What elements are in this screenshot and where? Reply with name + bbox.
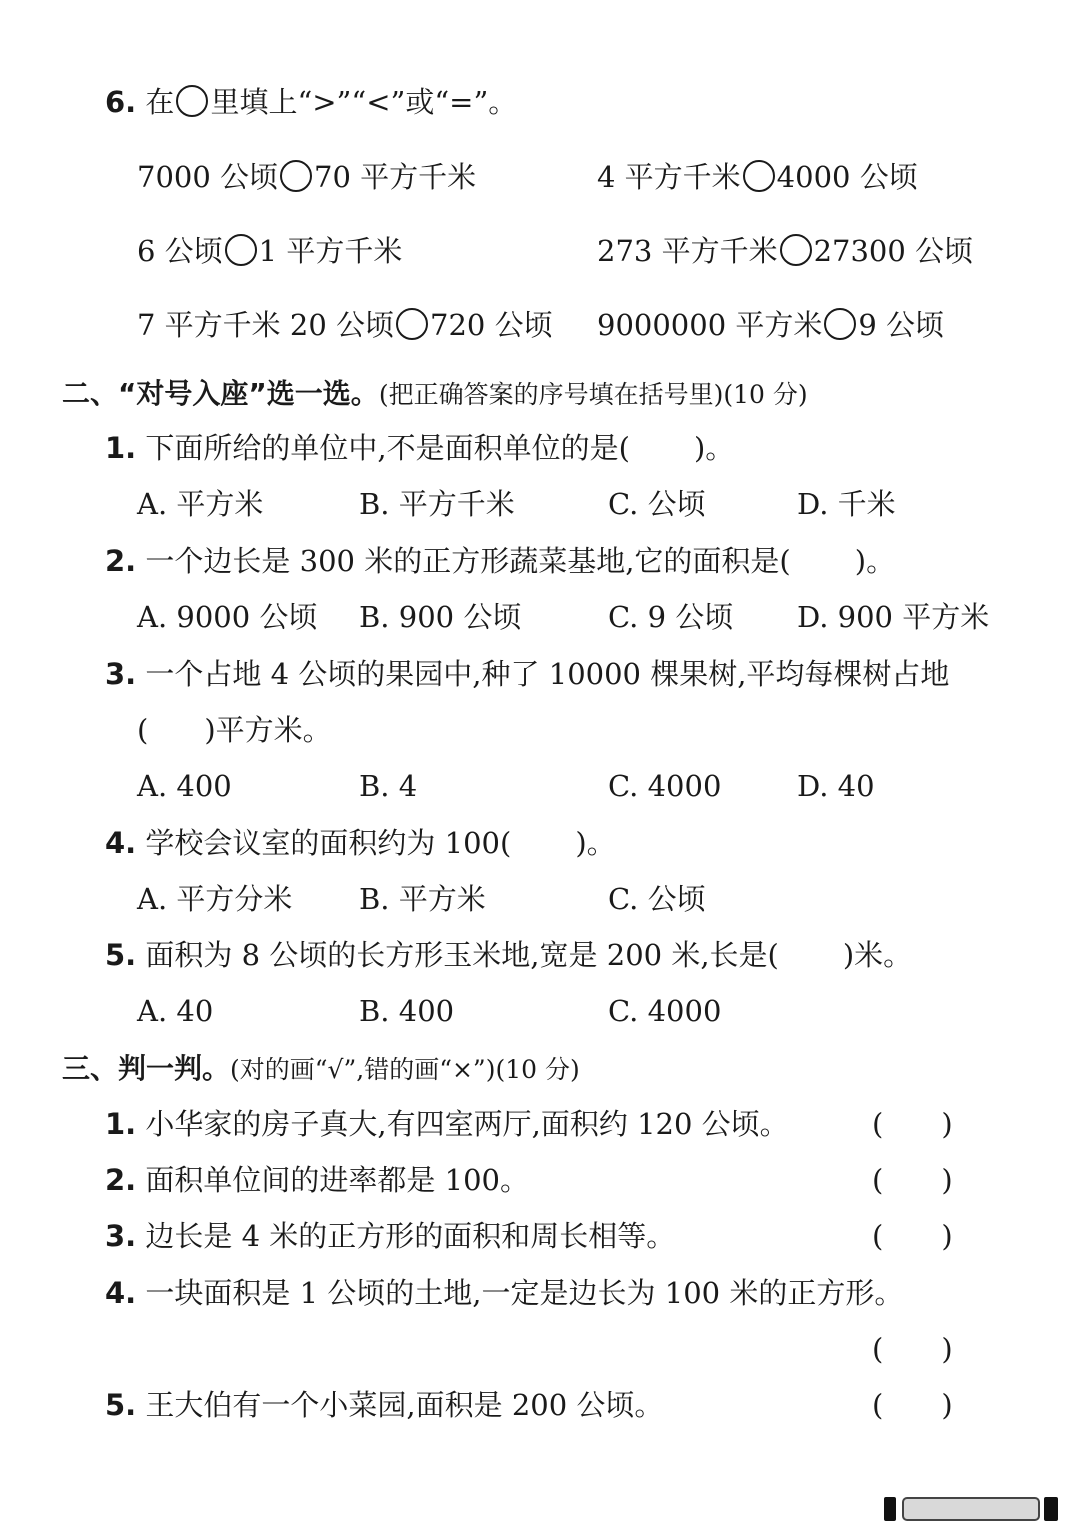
item-number: 3.: [105, 1219, 137, 1253]
option-b[interactable]: B. 900 公顷: [359, 600, 522, 634]
q6-row-2-right-a: 273 平方千米: [597, 234, 778, 268]
paren-open: (: [872, 1332, 884, 1366]
paren-open: (: [872, 1219, 884, 1253]
q6-row-1-right-a: 4 平方千米: [597, 160, 741, 194]
option-c[interactable]: C. 公顷: [608, 882, 706, 916]
question-text-post: )米。: [842, 938, 913, 972]
option-b[interactable]: B. 平方米: [359, 882, 486, 916]
q6-row-3-left-b: 720 公顷: [430, 308, 553, 342]
q6-row-2-right-b: 27300 公顷: [813, 234, 974, 268]
question-text-line1: 一个占地 4 公顷的果园中,种了 10000 棵果树,平均每棵树占地: [145, 657, 950, 691]
s3-item-2: [105, 1163, 529, 1197]
section-3-heading: [62, 1054, 580, 1083]
answer-circle-icon[interactable]: [225, 234, 257, 266]
s3-item-5: [105, 1388, 664, 1422]
answer-parentheses[interactable]: [872, 1107, 953, 1141]
viewer-toolbar: [884, 1497, 1059, 1521]
q6-row-1-left-a: 7000 公顷: [137, 160, 279, 194]
q6-row-2-left-a: 6 公顷: [137, 234, 223, 268]
option-d[interactable]: D. 40: [797, 769, 875, 803]
paren-close: ): [941, 1163, 953, 1197]
answer-circle-icon[interactable]: [280, 160, 312, 192]
paren-close: ): [941, 1219, 953, 1253]
question-text-pre: (: [137, 713, 149, 747]
item-text: 面积单位间的进率都是 100。: [145, 1163, 529, 1197]
paren-open: (: [872, 1388, 884, 1422]
paren-close: ): [941, 1332, 953, 1366]
question-text-pre: 下面所给的单位中,不是面积单位的是(: [145, 431, 630, 465]
q6-row-1-left: [137, 160, 477, 195]
s3-item-1: [105, 1107, 789, 1141]
q6-row-2-right: [597, 234, 974, 269]
option-a[interactable]: A. 9000 公顷: [137, 600, 318, 634]
question-number: 5.: [105, 938, 137, 972]
option-a[interactable]: A. 40: [137, 994, 214, 1028]
answer-circle-icon[interactable]: [824, 308, 856, 340]
paren-open: (: [872, 1163, 884, 1197]
s2-question-2: [105, 544, 896, 578]
question-text-post: )。: [854, 544, 896, 578]
s2-question-5: [105, 938, 913, 972]
q6-prompt: [105, 85, 518, 120]
q6-row-2-left-b: 1 平方千米: [258, 234, 403, 268]
s2-question-1: [105, 431, 735, 465]
q6-row-1-right-b: 4000 公顷: [776, 160, 918, 194]
section-2-note: (把正确答案的序号填在括号里)(10 分): [378, 380, 808, 409]
answer-parentheses[interactable]: [872, 1163, 953, 1197]
q6-row-3-left-a: 7 平方千米 20 公顷: [137, 308, 395, 342]
answer-parentheses[interactable]: [872, 1388, 953, 1422]
comparison-circle-icon: [176, 85, 208, 117]
question-text-post: )。: [693, 431, 735, 465]
option-a[interactable]: A. 400: [137, 769, 232, 803]
q6-prompt-post: 里填上“>”“<”或“=”。: [210, 85, 518, 119]
item-text: 一块面积是 1 公顷的土地,一定是边长为 100 米的正方形。: [145, 1276, 904, 1310]
q6-row-1-right: [597, 160, 918, 195]
q6-row-3-right-a: 9000000 平方米: [597, 308, 823, 342]
option-d[interactable]: D. 900 平方米: [797, 600, 990, 634]
answer-circle-icon[interactable]: [396, 308, 428, 340]
toolbar-bar-icon: [884, 1497, 896, 1521]
answer-parentheses[interactable]: [872, 1332, 953, 1366]
question-text-pre: 学校会议室的面积约为 100(: [145, 826, 512, 860]
option-b[interactable]: B. 平方千米: [359, 487, 515, 521]
section-3-title: 三、判一判。: [62, 1052, 231, 1085]
question-number: 1.: [105, 431, 137, 465]
item-number: 1.: [105, 1107, 137, 1141]
toolbar-handle-icon[interactable]: [1044, 1497, 1058, 1521]
q6-row-1-left-b: 70 平方千米: [314, 160, 477, 194]
section-3-note: (对的画“√”,错的画“×”)(10 分): [230, 1055, 580, 1084]
s2-question-3-line2: [137, 713, 332, 747]
q6-prompt-pre: 在: [145, 85, 175, 119]
toolbar-track-icon: [902, 1497, 1040, 1521]
item-number: 2.: [105, 1163, 137, 1197]
item-number: 4.: [105, 1276, 137, 1310]
option-c[interactable]: C. 4000: [608, 994, 722, 1028]
item-text: 小华家的房子真大,有四室两厅,面积约 120 公顷。: [145, 1107, 789, 1141]
section-2-heading: [62, 379, 808, 408]
option-c[interactable]: C. 9 公顷: [608, 600, 734, 634]
section-2-title: 二、“对号入座”选一选。: [62, 377, 379, 410]
option-c[interactable]: C. 4000: [608, 769, 722, 803]
question-number: 4.: [105, 826, 137, 860]
option-b[interactable]: B. 4: [359, 769, 418, 803]
item-text: 边长是 4 米的正方形的面积和周长相等。: [145, 1219, 676, 1253]
q6-number: 6.: [105, 85, 137, 119]
question-number: 2.: [105, 544, 137, 578]
q6-row-3-right: [597, 308, 945, 343]
option-c[interactable]: C. 公顷: [608, 487, 706, 521]
answer-circle-icon[interactable]: [743, 160, 775, 192]
paren-close: ): [941, 1107, 953, 1141]
item-text: 王大伯有一个小菜园,面积是 200 公顷。: [145, 1388, 664, 1422]
q6-row-3-right-b: 9 公顷: [858, 308, 945, 342]
q6-row-2-left: [137, 234, 403, 269]
option-b[interactable]: B. 400: [359, 994, 455, 1028]
paren-close: ): [941, 1388, 953, 1422]
option-a[interactable]: A. 平方米: [137, 487, 264, 521]
option-d[interactable]: D. 千米: [797, 487, 896, 521]
question-text-post: )。: [575, 826, 616, 860]
item-number: 5.: [105, 1388, 137, 1422]
answer-circle-icon[interactable]: [780, 234, 812, 266]
question-text-pre: 面积为 8 公顷的长方形玉米地,宽是 200 米,长是(: [145, 938, 779, 972]
s2-question-3: [105, 657, 950, 691]
question-text-post: )平方米。: [204, 713, 332, 747]
answer-parentheses[interactable]: [872, 1219, 953, 1253]
s3-item-4: [105, 1276, 904, 1310]
question-text-pre: 一个边长是 300 米的正方形蔬菜基地,它的面积是(: [145, 544, 791, 578]
paren-open: (: [872, 1107, 884, 1141]
s3-item-3: [105, 1219, 676, 1253]
q6-row-3-left: [137, 308, 553, 343]
option-a[interactable]: A. 平方分米: [137, 882, 293, 916]
s2-question-4: [105, 826, 616, 860]
question-number: 3.: [105, 657, 137, 691]
